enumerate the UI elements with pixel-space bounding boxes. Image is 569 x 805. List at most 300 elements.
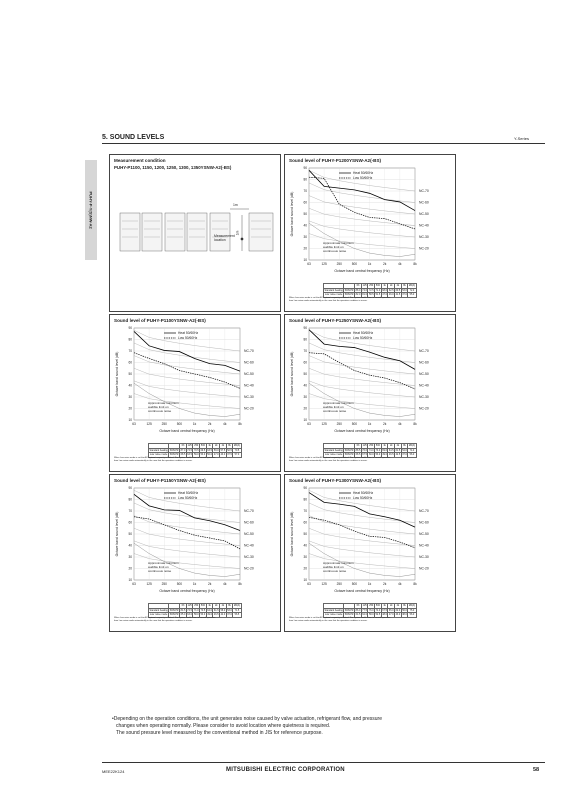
table-cell: dB(A) (408, 284, 415, 288)
x-tick-label: 500 (176, 422, 183, 426)
table-cell: 1k (381, 444, 388, 449)
table-cell: 63.0 (187, 613, 192, 617)
table-note-2: from Low noise mode automatically in the case that the operation condition is severe. (289, 460, 368, 462)
table-cell: 75.0 (409, 608, 415, 612)
nc-label: NC-30 (244, 555, 254, 559)
series-low-line (309, 177, 415, 229)
table-cell: 87.0 (180, 448, 186, 452)
x-axis-label: Octave band central frequency (Hz) (159, 589, 215, 593)
table-cell: 56.0 (409, 453, 415, 457)
table-cell: Standard heating (149, 608, 168, 612)
table-cell: 44.0 (220, 613, 226, 617)
y-axis-label: Octave band sound level (dB) (290, 191, 294, 237)
footer-rule (102, 762, 545, 763)
table-cell: 68.0 (382, 288, 387, 292)
table-cell: 58.0 (220, 608, 226, 612)
table-cell: 68.5 (355, 453, 361, 457)
table-cell: 47.0 (213, 453, 219, 457)
table-cell: 71.0 (375, 288, 381, 292)
table-cell: 62.0 (395, 608, 401, 612)
nc-label: NC-30 (419, 235, 429, 239)
y-tick-label: 50 (303, 532, 307, 537)
table-note-1: When Low noise mode is set the A/C system's capacity is limited. The system could return to normal operation (114, 617, 216, 619)
table-cell: 58.5 (368, 293, 374, 297)
y-tick-label: 10 (303, 258, 307, 263)
y-tick-label: 30 (303, 395, 307, 400)
table-cell: 46.5 (213, 613, 219, 617)
table-cell: 67.5 (362, 453, 367, 457)
table-cell: 53.0 (200, 453, 206, 457)
y-tick-label: 60 (303, 520, 307, 525)
table-cell: 125 (362, 444, 367, 448)
y-tick-label: 20 (303, 566, 307, 571)
table-cell: 50/60Hz (344, 613, 354, 617)
table-cell: dB(A) (233, 604, 240, 608)
x-tick-label: 500 (351, 262, 358, 266)
table-cell: 2k (388, 444, 395, 449)
table-cell: 500 (200, 604, 205, 608)
nc-label: NC-20 (419, 246, 429, 251)
table-cell: dB(A) (408, 444, 415, 448)
nc-label: NC-40 (419, 223, 429, 228)
table-cell: 59.0 (213, 448, 219, 452)
table-cell: 50/60Hz (344, 293, 354, 297)
nc-label: NC-40 (244, 383, 254, 388)
x-axis-label: Octave band central frequency (Hz) (334, 269, 390, 273)
nc-label: NC-70 (419, 509, 429, 513)
table-cell: 54.0 (402, 448, 407, 452)
threshold-label: audible limit on (323, 564, 344, 569)
table-cell: 47.0 (382, 293, 387, 297)
table-cell: 74.0 (409, 448, 415, 452)
x-tick-label: 1k (367, 262, 372, 266)
y-tick-label: 90 (128, 326, 132, 331)
table-cell: 125 (187, 444, 192, 448)
x-tick-label: 250 (336, 422, 342, 426)
table-cell: 51.5 (375, 293, 381, 297)
nc-label: NC-50 (419, 212, 429, 216)
sound-chart-panel (284, 154, 456, 312)
x-tick-label: 63 (132, 422, 136, 426)
table-cell: 125 (187, 604, 192, 608)
nc-curve (134, 368, 240, 385)
x-axis-label: Octave band central frequency (Hz) (159, 429, 215, 433)
nc-curve (309, 183, 415, 203)
table-cell: Standard heating (324, 448, 343, 452)
y-axis-label: Octave band sound level (dB) (115, 511, 119, 557)
table-cell: 250 (369, 604, 374, 608)
brand-name: MITSUBISHI ELECTRIC CORPORATION (226, 767, 345, 773)
table-cell: 500 (200, 444, 205, 448)
page-number: 58 (533, 767, 540, 773)
table-cell: 74.0 (375, 608, 381, 612)
x-tick-label: 1k (192, 582, 197, 586)
y-tick-label: 10 (303, 418, 307, 423)
threshold-label: audible limit on (323, 404, 344, 409)
table-cell: Low noise mode (149, 613, 168, 617)
y-tick-label: 30 (128, 555, 132, 560)
y-tick-label: 20 (303, 406, 307, 411)
sound-level-table (323, 283, 417, 298)
nc-curve (309, 196, 415, 214)
nc-curve (309, 343, 415, 363)
y-tick-label: 10 (128, 578, 132, 583)
y-tick-label: 90 (303, 486, 307, 491)
table-cell: 64.5 (388, 448, 394, 452)
x-tick-label: 8k (413, 422, 417, 426)
table-cell: 74.5 (187, 448, 192, 452)
table-cell: 37.0 (227, 613, 232, 617)
table-cell: 69.0 (382, 448, 387, 452)
table-cell: 2k (213, 604, 220, 609)
y-axis-label: Octave band sound level (dB) (290, 351, 294, 397)
table-cell: 250 (194, 444, 199, 448)
nc-label: NC-70 (244, 349, 254, 353)
threshold-label: continuous noise (148, 408, 172, 413)
table-cell: 61.5 (395, 448, 401, 452)
sound-level-table (323, 603, 417, 618)
table-cell: 76.0 (368, 608, 374, 612)
table-cell: 50/60Hz (169, 608, 179, 612)
nc-curve (309, 381, 415, 397)
table-cell: 62.0 (362, 613, 367, 617)
threshold-label: continuous noise (148, 568, 172, 573)
table-cell: 57.0 (234, 453, 240, 457)
table-cell: 50/60Hz (344, 448, 354, 452)
table-cell: Standard heating (324, 608, 343, 612)
section-title: 5. SOUND LEVELS (102, 134, 165, 141)
table-cell: 48.0 (382, 613, 387, 617)
x-tick-label: 250 (336, 582, 342, 586)
table-cell: 500 (375, 604, 380, 608)
table-cell: 74.5 (187, 608, 192, 612)
chart-title: Sound level of PUHY-P1250YSNW-A2(-BS) (289, 318, 382, 323)
chart-title: Sound level of PUHY-P1200YSNW-A2(-BS) (289, 158, 382, 163)
y-tick-label: 20 (128, 406, 132, 411)
table-cell: 53.0 (402, 288, 407, 292)
table-cell: 82.0 (355, 293, 361, 297)
table-cell: 58.0 (368, 613, 374, 617)
y-tick-label: 70 (303, 509, 307, 514)
measurement-title: Measurement condition (114, 158, 166, 163)
y-tick-label: 50 (303, 372, 307, 377)
threshold-label: Approximate minimum (323, 240, 354, 245)
sound-level-chart (285, 164, 455, 280)
y-tick-label: 10 (128, 418, 132, 423)
y-tick-label: 40 (303, 383, 307, 388)
nc-curve (309, 528, 415, 545)
table-cell: Standard heating (324, 288, 343, 292)
table-cell: 50/60Hz (344, 608, 354, 612)
x-tick-label: 125 (146, 422, 152, 426)
table-cell: 1k (206, 444, 213, 449)
sound-level-chart (110, 484, 280, 600)
table-cell: dB(A) (408, 604, 415, 608)
table-note-1: When Low noise mode is set the A/C system's capacity is limited. The system could return to normal operation (289, 457, 391, 459)
nc-curve (309, 541, 415, 557)
legend-heat-label: Heat 50/60Hz (178, 331, 199, 336)
nc-label: NC-40 (419, 543, 429, 548)
nc-label: NC-20 (419, 406, 429, 411)
legend-low-label: Low 50/60Hz (178, 336, 198, 341)
table-note-1: When Low noise mode is set the A/C system's capacity is limited. The system could return to normal operation (289, 297, 391, 299)
table-cell: 37.0 (402, 293, 407, 297)
threshold-label: audible limit on (148, 564, 169, 569)
unit-illustration (110, 155, 280, 311)
table-cell: 8k (401, 604, 408, 609)
table-note-2: from Low noise mode automatically in the case that the operation condition is severe. (114, 620, 193, 622)
threshold-label: continuous noise (323, 568, 347, 573)
table-cell: 57.5 (220, 448, 226, 452)
table-cell: Low noise mode (324, 613, 343, 617)
x-tick-label: 500 (351, 422, 358, 426)
table-cell: 50/60Hz (169, 613, 179, 617)
nc-label: NC-40 (419, 383, 429, 388)
table-cell: 74.0 (362, 288, 367, 292)
nc-label: NC-30 (419, 555, 429, 559)
sound-chart-panel (284, 314, 456, 472)
x-tick-label: 63 (132, 582, 136, 586)
y-tick-label: 70 (128, 349, 132, 354)
x-axis-label: Octave band central frequency (Hz) (334, 429, 390, 433)
x-tick-label: 125 (146, 582, 152, 586)
chart-title: Sound level of PUHY-P1300YSNW-A2(-BS) (289, 478, 382, 483)
table-cell: 46.0 (388, 293, 394, 297)
nc-label: NC-60 (419, 360, 429, 365)
y-tick-label: 50 (128, 372, 132, 377)
table-cell: 55.0 (409, 293, 415, 297)
legend-heat-label: Heat 50/60Hz (353, 331, 374, 336)
table-cell: 53.0 (200, 613, 206, 617)
table-cell: 1k (206, 604, 213, 609)
table-cell: 64.0 (207, 608, 212, 612)
table-cell: 56.0 (409, 613, 415, 617)
table-cell: 64.5 (355, 613, 361, 617)
nc-label: NC-50 (244, 372, 254, 376)
x-tick-label: 2k (383, 582, 387, 586)
table-cell: 38.0 (402, 613, 407, 617)
table-cell: 250 (369, 284, 374, 288)
threshold-label: Approximate minimum (148, 400, 179, 405)
nc-label: NC-50 (244, 532, 254, 536)
y-tick-label: 30 (303, 555, 307, 560)
y-tick-label: 90 (128, 486, 132, 491)
x-tick-label: 8k (238, 422, 242, 426)
dimension-1m-vertical: 1m (235, 230, 240, 236)
table-cell: 53.0 (375, 453, 381, 457)
x-tick-label: 4k (223, 422, 227, 426)
y-axis-label: Octave band sound level (dB) (290, 511, 294, 557)
nc-label: NC-20 (244, 566, 254, 571)
note-line-3: The sound pressure level measured by the conventional method in JIS for reference purpose. (116, 730, 323, 736)
table-cell: 52.5 (227, 448, 232, 452)
table-cell: 70.5 (193, 448, 199, 452)
table-cell: 125 (362, 604, 367, 608)
table-cell: 68.5 (180, 453, 186, 457)
table-cell: 69.5 (200, 448, 206, 452)
x-tick-label: 2k (208, 582, 212, 586)
table-cell: 500 (375, 284, 380, 288)
y-tick-label: 80 (128, 337, 132, 342)
table-cell: 72.0 (409, 288, 415, 292)
table-cell: 52.5 (375, 613, 381, 617)
nc-curve (134, 541, 240, 557)
table-cell: 43.0 (220, 453, 226, 457)
chart-title: Sound level of PUHY-P1150YSNW-A2(-BS) (114, 478, 206, 483)
table-cell: 72.5 (368, 288, 374, 292)
x-tick-label: 8k (413, 262, 417, 266)
sound-level-chart (110, 324, 280, 440)
document-code: MEE22K124 (102, 769, 125, 774)
x-tick-label: 500 (351, 582, 358, 586)
table-cell: 49.0 (207, 613, 212, 617)
y-tick-label: 40 (128, 383, 132, 388)
table-note-1: When Low noise mode is set the A/C system's capacity is limited. The system could return to normal operation (114, 457, 216, 459)
table-cell: 86.0 (355, 608, 361, 612)
nc-label: NC-70 (419, 349, 429, 353)
table-cell: 500 (375, 444, 380, 448)
nc-label: NC-70 (419, 189, 429, 193)
nc-label: NC-60 (244, 520, 254, 525)
table-cell: 56.5 (234, 613, 240, 617)
table-cell: Standard heating (149, 448, 168, 452)
measurement-subtitle: PUHY-P1100, 1150, 1200, 1250, 1300, 1350YSNW-A2(-BS) (114, 165, 232, 170)
table-cell: 250 (369, 444, 374, 448)
table-cell: 63 (181, 604, 185, 608)
table-cell: 8k (226, 604, 233, 609)
x-tick-label: 63 (307, 582, 311, 586)
y-tick-label: 60 (128, 520, 132, 525)
chart-title: Sound level of PUHY-P1100YSNW-A2(-BS) (114, 318, 206, 323)
table-cell: 67.5 (382, 608, 387, 612)
x-tick-label: 2k (383, 422, 387, 426)
y-tick-label: 20 (303, 246, 307, 251)
table-cell: 63.5 (207, 448, 212, 452)
x-tick-label: 63 (307, 262, 311, 266)
table-cell: 41.5 (395, 293, 401, 297)
threshold-label: audible limit on (148, 404, 169, 409)
side-tab-label: PUHY-P-Y(S)NW-A2 (88, 191, 94, 229)
legend-low-label: Low 50/60Hz (353, 496, 373, 501)
table-cell: 88.5 (355, 448, 361, 452)
y-tick-label: 80 (303, 177, 307, 182)
nc-label: NC-60 (419, 200, 429, 205)
legend-low-label: Low 50/60Hz (353, 176, 373, 181)
nc-label: NC-40 (244, 543, 254, 548)
table-cell: 74.0 (368, 448, 374, 452)
sound-chart-panel (284, 474, 456, 632)
y-tick-label: 80 (128, 497, 132, 502)
nc-curve (309, 368, 415, 385)
table-cell: 125 (362, 284, 367, 288)
y-axis-label: Octave band sound level (dB) (115, 351, 119, 397)
table-cell: 49.0 (382, 453, 387, 457)
nc-label: NC-60 (419, 520, 429, 525)
table-cell: 8k (401, 444, 408, 449)
nc-label: NC-50 (419, 372, 429, 376)
sound-level-table (323, 443, 417, 458)
legend-heat-label: Heat 50/60Hz (353, 171, 374, 176)
x-tick-label: 500 (176, 582, 183, 586)
table-cell: 37.5 (227, 453, 232, 457)
x-tick-label: 125 (321, 582, 327, 586)
threshold-label: Approximate minimum (323, 400, 354, 405)
x-tick-label: 250 (161, 422, 167, 426)
legend-low-label: Low 50/60Hz (353, 336, 373, 341)
table-note-1: When Low noise mode is set the A/C system's capacity is limited. The system could return to normal operation (289, 617, 391, 619)
threshold-label: Approximate minimum (148, 560, 179, 565)
y-tick-label: 90 (303, 326, 307, 331)
measurement-condition-box (109, 154, 281, 312)
table-cell: 61.5 (213, 608, 219, 612)
table-cell: 56.0 (402, 608, 407, 612)
table-cell: dB(A) (233, 444, 240, 448)
nc-label: NC-30 (419, 395, 429, 399)
table-cell: 58.0 (193, 613, 199, 617)
y-tick-label: 60 (128, 360, 132, 365)
header-rule (102, 143, 545, 144)
threshold-label: audible limit on (323, 244, 344, 249)
table-note-2: from Low noise mode automatically in the case that the operation condition is severe. (114, 460, 193, 462)
table-note-2: from Low noise mode automatically in the case that the operation condition is severe. (289, 300, 368, 302)
sound-level-chart (285, 324, 455, 440)
table-cell: 47.0 (388, 613, 394, 617)
table-cell: 50/60Hz (169, 453, 179, 457)
table-cell: 1k (381, 604, 388, 609)
nc-curve (309, 356, 415, 374)
table-cell: 71.0 (193, 608, 199, 612)
y-tick-label: 60 (303, 360, 307, 365)
nc-label: NC-70 (244, 509, 254, 513)
table-cell: 4k (395, 444, 402, 449)
table-cell: 76.0 (362, 448, 367, 452)
nc-label: NC-20 (419, 566, 429, 571)
table-cell: 4k (220, 604, 227, 609)
table-cell: 2k (388, 604, 395, 609)
table-cell: 65.0 (180, 613, 186, 617)
table-cell: 84.5 (180, 608, 186, 612)
nc-curve (134, 381, 240, 397)
nc-label: NC-20 (244, 406, 254, 411)
legend-heat-label: Heat 50/60Hz (178, 491, 199, 496)
table-cell: 59.0 (193, 453, 199, 457)
table-cell: 50/60Hz (169, 448, 179, 452)
series-low-line (309, 353, 415, 389)
nc-curve (134, 356, 240, 374)
x-tick-label: 4k (223, 582, 227, 586)
y-tick-label: 90 (303, 166, 307, 171)
table-cell: 63.5 (187, 453, 192, 457)
note-line-1: •Depending on the operation conditions, the unit generates noise caused by valve actuation, refrigerant flow, and pressure (112, 716, 382, 722)
x-axis-label: Octave band central frequency (Hz) (334, 589, 390, 593)
table-cell: 63 (356, 444, 360, 448)
table-cell: 63 (181, 444, 185, 448)
table-cell: 81.0 (362, 293, 367, 297)
table-cell: 50.0 (207, 453, 212, 457)
table-cell: 71.5 (234, 608, 240, 612)
table-cell: 50/60Hz (344, 453, 354, 457)
y-tick-label: 60 (303, 200, 307, 205)
y-tick-label: 40 (128, 543, 132, 548)
table-cell: 8k (401, 284, 408, 289)
note-line-2: changes when operating normally. Please consider to avoid location where quietness is required. (116, 723, 331, 729)
sound-level-table (148, 603, 242, 618)
table-note-2: from Low noise mode automatically in the case that the operation condition is severe. (289, 620, 368, 622)
x-tick-label: 4k (398, 262, 402, 266)
table-cell: 4k (395, 284, 402, 289)
nc-label: NC-30 (244, 395, 254, 399)
y-tick-label: 80 (303, 337, 307, 342)
